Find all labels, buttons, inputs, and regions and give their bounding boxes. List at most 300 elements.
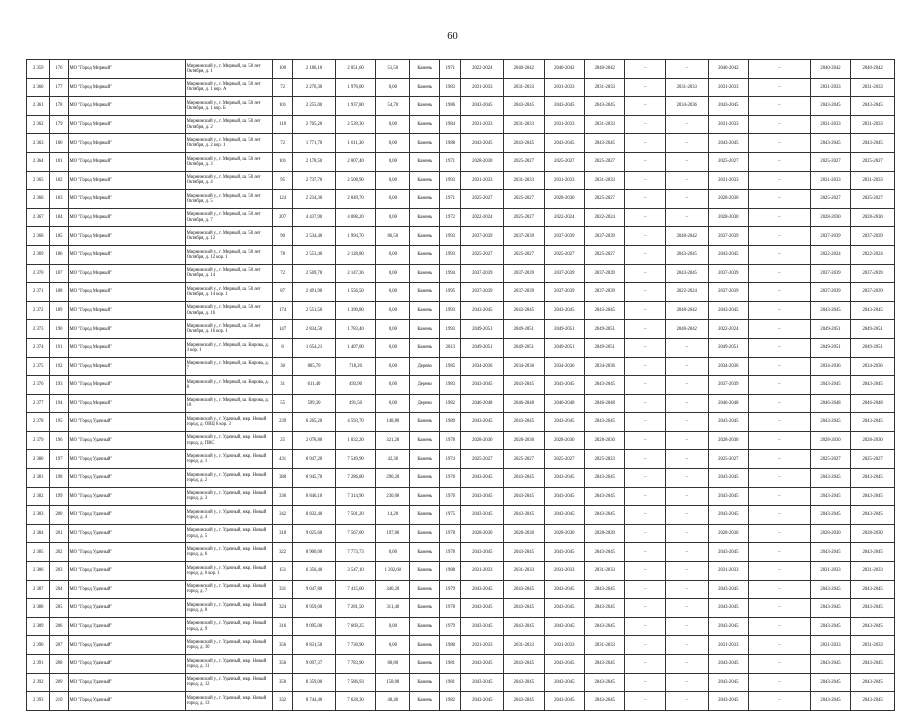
table-cell: – xyxy=(625,208,665,227)
table-cell: 2043-2045 xyxy=(585,413,625,432)
table-cell: 2037-2039 xyxy=(461,227,504,246)
table-cell: 2043-2045 xyxy=(708,543,748,562)
table-cell: 2034-2036 xyxy=(708,357,748,376)
table-cell: 8 xyxy=(272,338,292,357)
table-cell: – xyxy=(665,599,708,618)
table-cell: 2 393 xyxy=(27,692,50,711)
table-cell: 2 569,78 xyxy=(293,264,336,283)
table-cell: 2043-2045 xyxy=(461,655,504,674)
table-row xyxy=(27,617,895,636)
table-row xyxy=(27,301,895,320)
table-cell: 2031-2033 xyxy=(585,171,625,190)
table-row xyxy=(27,469,895,488)
table-cell: Камень xyxy=(410,599,440,618)
table-cell: – xyxy=(749,208,811,227)
table-cell: – xyxy=(625,78,665,97)
table-cell: МО "Город Удачный" xyxy=(68,543,185,562)
table-cell: Мирнинский у., г. Мирный, ш. 50 лет Октября, д. 2 xyxy=(185,115,272,134)
table-cell: 2043-2045 xyxy=(544,413,584,432)
table-cell: 194 xyxy=(50,394,68,413)
table-cell: 2043-2045 xyxy=(851,413,895,432)
table-cell: 189 xyxy=(50,301,68,320)
table-cell: 2 379 xyxy=(27,431,50,450)
table-cell: 2043-2045 xyxy=(708,580,748,599)
table-cell: МО "Город Мирный" xyxy=(68,171,185,190)
table-cell: 7 314,90 xyxy=(335,487,375,506)
table-row xyxy=(27,562,895,581)
table-cell: 7 567,00 xyxy=(335,524,375,543)
table-cell: – xyxy=(625,543,665,562)
table-cell: Мирнинский у., г. Удачный, мкр. Новый город, д. 9 xyxy=(185,617,272,636)
table-row xyxy=(27,394,895,413)
table-cell: 2031-2033 xyxy=(544,78,584,97)
table-cell: Камень xyxy=(410,524,440,543)
table-cell: Камень xyxy=(410,115,440,134)
table-cell: – xyxy=(749,115,811,134)
table-cell: 2 539,30 xyxy=(335,115,375,134)
table-cell: 2031-2033 xyxy=(585,562,625,581)
table-cell: 356 xyxy=(272,636,292,655)
table-cell: 0,00 xyxy=(376,78,410,97)
table-cell: 2043-2045 xyxy=(585,655,625,674)
table-row xyxy=(27,376,895,395)
table-cell: – xyxy=(749,152,811,171)
table-cell: 1978 xyxy=(440,524,461,543)
table-cell: 1978 xyxy=(440,431,461,450)
table-cell: 1 937,80 xyxy=(335,97,375,116)
table-cell: 2028-2030 xyxy=(585,431,625,450)
table-row xyxy=(27,357,895,376)
table-cell: 2043-2045 xyxy=(810,506,850,525)
table-cell: 195 xyxy=(50,413,68,432)
table-cell: МО "Город Удачный" xyxy=(68,636,185,655)
table-cell: 2043-2045 xyxy=(461,580,504,599)
table-cell: 2 551,50 xyxy=(293,301,336,320)
table-cell: 2043-2045 xyxy=(504,469,544,488)
table-cell: 2043-2045 xyxy=(851,673,895,692)
table-cell: 2049-2051 xyxy=(810,320,850,339)
table-cell: 4 088,20 xyxy=(335,208,375,227)
table-cell: Мирнинский у., г. Удачный, мкр. Новый город, д. 13 xyxy=(185,692,272,711)
table-cell: 54,70 xyxy=(376,97,410,116)
table-cell: 2043-2045 xyxy=(461,599,504,618)
table-cell: 2031-2033 xyxy=(810,115,850,134)
table-cell: 2034-2036 xyxy=(585,357,625,376)
table-cell: Камень xyxy=(410,673,440,692)
table-cell: 2028-2030 xyxy=(461,152,504,171)
table-cell: 2037-2039 xyxy=(544,227,584,246)
table-cell: 2043-2045 xyxy=(810,673,850,692)
table-cell: – xyxy=(625,562,665,581)
table-cell: 2049-2051 xyxy=(708,338,748,357)
table-cell: – xyxy=(665,431,708,450)
table-cell: – xyxy=(625,115,665,134)
table-cell: МО "Город Мирный" xyxy=(68,245,185,264)
table-cell: Камень xyxy=(410,60,440,79)
table-cell: 2043-2045 xyxy=(504,692,544,711)
table-cell: – xyxy=(665,190,708,209)
table-cell: – xyxy=(749,562,811,581)
table-cell: – xyxy=(749,357,811,376)
table-cell: 2046-2048 xyxy=(851,394,895,413)
table-cell: – xyxy=(665,208,708,227)
table-cell: 2037-2039 xyxy=(585,227,625,246)
table-cell: 9 025,60 xyxy=(293,524,336,543)
table-cell: 200 xyxy=(50,506,68,525)
table-cell: 2043-2045 xyxy=(504,134,544,153)
table-cell: 2 381 xyxy=(27,469,50,488)
table-cell: 179 xyxy=(50,115,68,134)
table-cell: 2 389 xyxy=(27,617,50,636)
table-cell: Дерево xyxy=(410,376,440,395)
table-cell: – xyxy=(625,450,665,469)
table-cell: 80,80 xyxy=(376,655,410,674)
table-cell: 2037-2039 xyxy=(504,283,544,302)
table-cell: 174 xyxy=(272,301,292,320)
table-cell: Мирнинский у., г. Мирный, ш. 50 лет Октября, д. 1 кор. Б xyxy=(185,97,272,116)
table-cell: 2043-2045 xyxy=(810,543,850,562)
table-cell: 2028-2030 xyxy=(810,431,850,450)
table-cell: 2028-2030 xyxy=(810,524,850,543)
table-cell: 2043-2045 xyxy=(461,301,504,320)
table-cell: – xyxy=(749,469,811,488)
table-row xyxy=(27,450,895,469)
table-cell: 1976 xyxy=(440,469,461,488)
table-cell: 2043-2045 xyxy=(665,245,708,264)
table-cell: 2028-2039 xyxy=(585,524,625,543)
table-cell: 204 xyxy=(50,580,68,599)
table-row xyxy=(27,171,895,190)
table-cell: 2031-2033 xyxy=(810,171,850,190)
table-cell: – xyxy=(665,487,708,506)
table-cell: 316 xyxy=(272,617,292,636)
table-row xyxy=(27,636,895,655)
table-cell: 2043-2045 xyxy=(810,376,850,395)
table-cell: 2037-2039 xyxy=(708,227,748,246)
table-cell: 2040-2042 xyxy=(810,60,850,79)
table-cell: 491,50 xyxy=(335,394,375,413)
table-cell: 336 xyxy=(272,487,292,506)
table-cell: – xyxy=(749,283,811,302)
table-cell: МО "Город Удачный" xyxy=(68,469,185,488)
table-cell: 2043-2045 xyxy=(504,673,544,692)
table-cell: Мирнинский у., г. Мирный, ш. 50 лет Октября, д. 14 xyxy=(185,264,272,283)
table-cell: 1985 xyxy=(440,357,461,376)
table-cell: – xyxy=(625,227,665,246)
table-cell: 2 363 xyxy=(27,134,50,153)
table-cell: 101 xyxy=(272,152,292,171)
table-cell: – xyxy=(625,283,665,302)
table-cell: 2043-2045 xyxy=(851,487,895,506)
table-cell: – xyxy=(749,190,811,209)
table-cell: 2025-2027 xyxy=(810,190,850,209)
table-cell: 7 730,90 xyxy=(335,636,375,655)
table-cell: МО "Город Удачный" xyxy=(68,413,185,432)
table-cell: 2043-2045 xyxy=(851,97,895,116)
table-cell: – xyxy=(749,636,811,655)
table-cell: 9 095,00 xyxy=(293,617,336,636)
table-cell: МО "Город Мирный" xyxy=(68,394,185,413)
table-cell: МО "Город Удачный" xyxy=(68,562,185,581)
table-cell: 2028-2030 xyxy=(851,524,895,543)
table-cell: 7 501,20 xyxy=(335,506,375,525)
table-cell: 2013 xyxy=(440,338,461,357)
table-cell: 2 378 xyxy=(27,413,50,432)
table-cell: 2043-2045 xyxy=(544,487,584,506)
table-cell: 2043-2045 xyxy=(461,134,504,153)
table-cell: 2031-2033 xyxy=(461,562,504,581)
table-cell: МО "Город Мирный" xyxy=(68,208,185,227)
table-cell: – xyxy=(749,394,811,413)
table-cell: 90 xyxy=(272,227,292,246)
table-cell: 182 xyxy=(50,171,68,190)
table-cell: 2031-2033 xyxy=(504,562,544,581)
table-cell: 2043-2045 xyxy=(461,376,504,395)
table-cell: 72 xyxy=(272,78,292,97)
table-cell: 1 202,60 xyxy=(376,562,410,581)
table-cell: Камень xyxy=(410,227,440,246)
table-cell: 2046-2048 xyxy=(810,394,850,413)
table-cell: 2037-2039 xyxy=(810,283,850,302)
table-cell: 0,00 xyxy=(376,636,410,655)
table-row xyxy=(27,190,895,209)
table-cell: 9 097,37 xyxy=(293,655,336,674)
table-cell: 324 xyxy=(272,599,292,618)
table-cell: 2 369 xyxy=(27,245,50,264)
table-cell: 2 366 xyxy=(27,190,50,209)
table-cell: 7 281,50 xyxy=(335,599,375,618)
table-cell: 7 783,90 xyxy=(335,655,375,674)
table-cell: 2 255,00 xyxy=(293,97,336,116)
table-cell: – xyxy=(665,543,708,562)
table-cell: 205 xyxy=(50,599,68,618)
table-cell: 2043-2045 xyxy=(851,506,895,525)
table-cell: 2 380 xyxy=(27,450,50,469)
table-cell: 42,30 xyxy=(376,450,410,469)
table-cell: 8 947,20 xyxy=(293,450,336,469)
table-cell: 197 xyxy=(50,450,68,469)
table-cell: 2031-2033 xyxy=(504,636,544,655)
table-cell: 0,00 xyxy=(376,357,410,376)
table-cell: 2040-2042 xyxy=(665,227,708,246)
table-cell: 2037-2039 xyxy=(461,283,504,302)
table-cell: Мирнинский у., г. Мирный, ш. 50 лет Октября, д. 16 xyxy=(185,301,272,320)
table-cell: 2043-2045 xyxy=(504,580,544,599)
table-cell: 2 376 xyxy=(27,376,50,395)
table-cell: – xyxy=(749,524,811,543)
table-cell: 183 xyxy=(50,190,68,209)
table-cell: 2 392 xyxy=(27,673,50,692)
table-cell: Мирнинский у., г. Мирный, ш. Кирова, д. 3 кор. 1 xyxy=(185,338,272,357)
table-cell: 2043-2045 xyxy=(708,134,748,153)
table-cell: – xyxy=(665,673,708,692)
table-cell: Мирнинский у., г. Удачный, мкр. Новый город, д. 12 xyxy=(185,673,272,692)
table-cell: 0,00 xyxy=(376,617,410,636)
table-cell: 2 367 xyxy=(27,208,50,227)
table-cell: 2 377 xyxy=(27,394,50,413)
table-cell: 1 032,20 xyxy=(335,431,375,450)
table-cell: МО "Город Мирный" xyxy=(68,152,185,171)
table-cell: 1989 xyxy=(440,413,461,432)
table-cell: 2043-2045 xyxy=(544,580,584,599)
table-cell: 187 xyxy=(50,264,68,283)
table-cell: 2 383 xyxy=(27,506,50,525)
table-cell: 87 xyxy=(272,283,292,302)
table-cell: 1993 xyxy=(440,301,461,320)
table-cell: 1993 xyxy=(440,171,461,190)
table-cell: 2031-2033 xyxy=(504,115,544,134)
table-cell: – xyxy=(625,376,665,395)
table-cell: 318 xyxy=(272,524,292,543)
table-cell: МО "Город Мирный" xyxy=(68,320,185,339)
table-cell: 2025-2027 xyxy=(585,245,625,264)
table-row xyxy=(27,78,895,97)
table-cell: – xyxy=(665,450,708,469)
table-cell: Мирнинский у., г. Мирный, ш. 50 лет Октября, д. 12 xyxy=(185,227,272,246)
table-cell: 2 128,80 xyxy=(335,245,375,264)
table-cell: 2043-2045 xyxy=(544,376,584,395)
table-cell: 2037-2039 xyxy=(810,227,850,246)
table-cell: 2043-2045 xyxy=(708,301,748,320)
table-cell: Мирнинский у., г. Удачный, мкр. Новый город, д. 7 xyxy=(185,580,272,599)
table-cell: 2043-2045 xyxy=(585,673,625,692)
table-cell: МО "Город Мирный" xyxy=(68,78,185,97)
table-cell: 8 846,10 xyxy=(293,487,336,506)
page-number: 60 xyxy=(447,31,458,42)
table-cell: 2043-2045 xyxy=(810,487,850,506)
table-cell: 2028-2030 xyxy=(708,208,748,227)
table-row xyxy=(27,115,895,134)
table-cell: 2 368 xyxy=(27,227,50,246)
table-cell: Мирнинский у., г. Удачный, мкр. Новый город, д. 2 xyxy=(185,469,272,488)
table-cell: 2043-2045 xyxy=(585,487,625,506)
table-cell: Камень xyxy=(410,134,440,153)
table-cell: 2043-2045 xyxy=(708,469,748,488)
table-cell: 2043-2045 xyxy=(461,692,504,711)
table-cell: Камень xyxy=(410,692,440,711)
table-cell: 2031-2033 xyxy=(810,78,850,97)
table-cell: 2031-2033 xyxy=(461,78,504,97)
table-cell: 2043-2045 xyxy=(461,487,504,506)
table-cell: 2031-2033 xyxy=(544,562,584,581)
table-cell: – xyxy=(625,301,665,320)
table-cell: 2031-2033 xyxy=(708,636,748,655)
table-cell: – xyxy=(665,152,708,171)
table-cell: 2 147,36 xyxy=(335,264,375,283)
table-cell: 2 234,30 xyxy=(293,190,336,209)
table-row xyxy=(27,580,895,599)
table-cell: 1984 xyxy=(440,115,461,134)
table-cell: 1 976,00 xyxy=(335,78,375,97)
table-cell: Мирнинский у., г. Мирный, ш. 50 лет Октября, д. 16 кор. 1 xyxy=(185,320,272,339)
table-cell: 0,00 xyxy=(376,283,410,302)
table-cell: – xyxy=(665,134,708,153)
table-cell: Мирнинский у., г. Удачный, мкр. Новый город, д. 5 xyxy=(185,524,272,543)
table-cell: 2028-2030 xyxy=(851,208,895,227)
table-cell: – xyxy=(665,357,708,376)
table-cell: – xyxy=(749,599,811,618)
table-cell: 2043-2045 xyxy=(585,376,625,395)
table-cell: 124 xyxy=(272,190,292,209)
table-cell: Мирнинский у., г. Удачный, мкр. Новый город, д. 6 xyxy=(185,543,272,562)
table-cell: 2043-2045 xyxy=(851,376,895,395)
table-cell: 2043-2045 xyxy=(461,506,504,525)
table-cell: – xyxy=(665,469,708,488)
table-cell: 72 xyxy=(272,264,292,283)
table-cell: 2043-2045 xyxy=(851,599,895,618)
table-cell: – xyxy=(625,655,665,674)
table-cell: 2 508,90 xyxy=(335,171,375,190)
table-cell: 2037-2039 xyxy=(461,264,504,283)
table-cell: 0,00 xyxy=(376,394,410,413)
table-cell: 2025-2027 xyxy=(461,450,504,469)
table-cell: 2031-2033 xyxy=(708,171,748,190)
table-cell: 2031-2033 xyxy=(851,562,895,581)
table-cell: 2 370 xyxy=(27,264,50,283)
table-cell: – xyxy=(749,431,811,450)
table-cell: 2022-2024 xyxy=(461,60,504,79)
table-cell: 2028-2030 xyxy=(810,208,850,227)
table-cell: 2028-2030 xyxy=(544,190,584,209)
table-cell: – xyxy=(625,245,665,264)
table-cell: 1982 xyxy=(440,394,461,413)
table-cell: 0,00 xyxy=(376,320,410,339)
table-cell: МО "Город Удачный" xyxy=(68,450,185,469)
table-cell: 718,20 xyxy=(335,357,375,376)
table-cell: 2043-2045 xyxy=(708,692,748,711)
table-cell: 239 xyxy=(272,413,292,432)
table-cell: 206 xyxy=(50,617,68,636)
table-cell: 118 xyxy=(272,115,292,134)
table-cell: 2 834,50 xyxy=(293,320,336,339)
table-cell: 2043-2045 xyxy=(544,469,584,488)
table-cell: 1978 xyxy=(440,599,461,618)
table-cell: 177 xyxy=(50,78,68,97)
table-cell: 30 xyxy=(272,357,292,376)
table-cell: 2043-2045 xyxy=(504,617,544,636)
table-cell: 1 783,40 xyxy=(335,320,375,339)
table-cell: 2031-2033 xyxy=(708,78,748,97)
table-cell: – xyxy=(625,264,665,283)
table-cell: МО "Город Мирный" xyxy=(68,134,185,153)
table-cell: 2043-2045 xyxy=(810,469,850,488)
table-cell: 2025-2027 xyxy=(544,245,584,264)
table-cell: 2049-2051 xyxy=(461,320,504,339)
table-cell: 2 382 xyxy=(27,487,50,506)
table-cell: – xyxy=(665,655,708,674)
table-cell: Камень xyxy=(410,320,440,339)
table-row xyxy=(27,599,895,618)
table-cell: 2 362 xyxy=(27,115,50,134)
table-cell: – xyxy=(749,580,811,599)
table-cell: 2043-2045 xyxy=(544,506,584,525)
table-cell: 2031-2033 xyxy=(851,115,895,134)
table-cell: 0,00 xyxy=(376,190,410,209)
table-cell: – xyxy=(749,692,811,711)
table-cell: 2025-2027 xyxy=(810,152,850,171)
table-cell: 2022-2024 xyxy=(851,245,895,264)
table-cell: – xyxy=(749,264,811,283)
table-cell: 2043-2045 xyxy=(708,599,748,618)
table-cell: 7 286,80 xyxy=(335,469,375,488)
table-cell: 1971 xyxy=(440,190,461,209)
table-cell: Мирнинский у., г. Удачный, мкр. Новый город, д. 11 xyxy=(185,655,272,674)
table-cell: МО "Город Удачный" xyxy=(68,655,185,674)
table-cell: Камень xyxy=(410,506,440,525)
table-cell: – xyxy=(749,245,811,264)
table-cell: 2046-2048 xyxy=(461,394,504,413)
table-cell: Камень xyxy=(410,97,440,116)
